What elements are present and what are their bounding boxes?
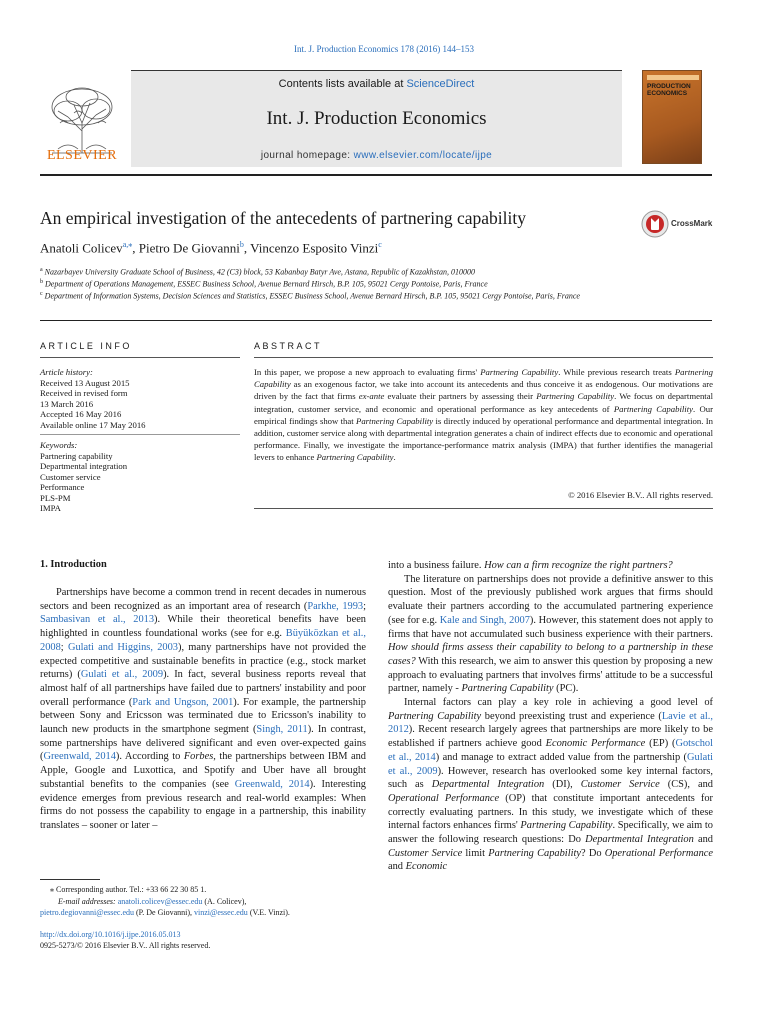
crossmark-icon [641,210,669,238]
section-rule [40,320,712,321]
cover-strip [647,75,699,80]
paragraph: The literature on partnerships does not provide a definitive answer to this question. Most of the previously published work argues that firms should evaluate their partners according to the accumulated partnering experience (see for e.g. Kale and Singh, 2007). However, this statement does not apply to firms that have not accumulated such business experience with their partners. How should firms assess their capability to belong to a partnership in these cases? With this research, we aim to answer this question by proposing a new approach to evaluating partners that involves firms' attitude to be a successful partner, namely - Partnering Capability (PC). [388,573,714,695]
author-name: Pietro De Giovanni [138,240,240,256]
keyword: Performance [40,482,85,492]
email-link[interactable]: anatoli.colicev@essec.edu [117,897,203,906]
homepage-link[interactable]: www.elsevier.com/locate/ijpe [353,150,493,161]
body-column-right [388,559,713,874]
article-history [40,367,240,430]
crossmark-button[interactable] [641,210,713,240]
author-list: Anatoli Colicev$^{a,⁎}$, Pietro De Giovanni$^b$, Vincenzo Esposito Vinzi$^c$ [40,240,382,256]
contents-prefix: Contents lists available at [278,78,404,90]
author-affiliation-link[interactable]: c [378,240,382,249]
affiliation: $^a$ Nazarbayev University Graduate School of Business, 42 (C3) block, 53 Kabanbay Batyr Ave, Astana, Republic of Kazakhstan, 010000 [40,267,475,277]
citation-link[interactable]: Parkhe, 1993 [307,600,364,612]
paragraph: Internal factors can play a key role in achieving a good level of Partnering Capability beyond preexisting trust and experience (Lavie et al., 2012). Recent research largely agrees that partnerships are more likely to be established if partners achieve good Economic Performance (EP) (Gotschol et al., 2014) and manage to extract added value from the partnership (Gulati et al., 2009). However, research has overlooked some key internal factors, such as Departmental Integration (DI), Customer Service (CS), and Operational Performance (OP) that constitute important antecedents for correctly evaluating partners. In this study, we investigate which of these internal factors enhances firms' Partnering Capability. Specifically, we aim to answer the following research questions: Do Departmental Integration and Customer Service limit Partnering Capability? Do Operational Performance and Economic [388,697,714,873]
email-link[interactable]: vinzi@essec.edu [194,908,248,917]
citation-link[interactable]: Sambasivan et al., 2013 [40,614,155,626]
crossmark-label: CrossMark [671,219,713,228]
contents-line [131,78,622,90]
section-heading-introduction: 1. Introduction [40,559,107,570]
body-column-left [40,586,366,833]
citation-link[interactable]: Park and Ungson, 2001 [132,696,234,708]
email-line: pietro.degiovanni@essec.edu (P. De Giovanni), vinzi@essec.edu (V.E. Vinzi). [40,908,290,917]
keyword: Customer service [40,471,101,482]
history-item: Received in revised form [40,388,128,398]
keyword: Partnering capability [40,450,113,461]
abstract-bottom-rule [254,508,713,509]
journal-cover[interactable] [642,70,702,164]
affiliation: $^b$ Department of Operations Management, ESSEC Business School, Avenue Bernard Hirsch, B.P. 105, 95021 Cergy Pontoise, Paris, France [40,279,488,289]
corresponding-author-note: ⁎ Corresponding author. Tel.: +33 66 22 30 85 1. [50,885,207,894]
abstract-text: In this paper, we propose a new approach to evaluating firms' Partnering Capability. While previous research treats Partnering Capability as an exogenous factor, we take into account its antecedents and thus conceive it as endogenous. Our motivations are driven by the fact that firms ex-ante evaluate their partners by assessing their Partnering Capability. We focus on departmental integration, customer service, and economic and operational performance as key antecedents of Partnering Capability. Our empirical findings show that Partnering Capability is directly induced by operational performance and departmental integration. In addition, customer service along with departmental integration generates a chain of indirect effects due to economic and operational performance. Finally, we investigate the importance-performance matrix analysis (IMPA) that further identifies the managerial levers to enhance Partnering Capability. [254,367,714,463]
elsevier-wordmark: ELSEVIER [46,148,118,163]
author-affiliation-link[interactable]: b [239,240,244,249]
affiliation: $^c$ Department of Information Systems, Decision Sciences and Statistics, ESSEC Business School, Avenue Bernard Hirsch, B.P. 105, 95021 Cergy Pontoise, Paris, France [40,291,580,301]
citation-link[interactable]: Greenwald, 2014 [43,751,116,763]
article-info-heading: ARTICLE INFO [40,341,132,351]
abstract-copyright: © 2016 Elsevier B.V.. All rights reserved. [568,490,713,500]
issn-line: 0925-5273/© 2016 Elsevier B.V.. All rights reserved. [40,941,211,950]
doi-link[interactable]: http://dx.doi.org/10.1016/j.ijpe.2016.05.013 [40,930,181,939]
paragraph: into a business failure. How can a firm recognize the right partners? [388,560,673,571]
citation-link[interactable]: Gotschol et al., 2014 [388,738,713,763]
citation-link[interactable]: Gulati et al., 2009 [388,751,713,777]
email-link[interactable]: pietro.degiovanni@essec.edu [40,908,135,917]
citation-link[interactable]: Gulati and Higgins, 2003 [67,641,178,653]
author-name: Vincenzo Esposito Vinzi [250,240,379,256]
homepage-prefix: journal homepage: [260,150,351,161]
info-rule [40,434,240,435]
history-item: 13 March 2016 [40,398,94,409]
footnote-rule [40,879,100,880]
keyword: IMPA [40,503,61,513]
citation-link[interactable]: Lavie et al., 2012 [388,710,713,736]
citation-link[interactable]: Gulati et al., 2009 [80,669,164,681]
keywords-label: Keywords: [40,440,78,450]
email-line: E-mail addresses: anatoli.colicev@essec.edu (A. Colicev), [58,897,247,906]
keyword: PLS-PM [40,492,71,503]
cover-title: PRODUCTION ECONOMICS [647,83,691,97]
history-item: Available online 17 May 2016 [40,419,146,430]
journal-homepage [131,150,622,161]
paragraph: Partnerships have become a common trend in recent decades in numerous sectors and been recognized as an important area of research (Parkhe, 1993; Sambasivan et al., 2013). While their theoretical benefits have been highlighted in countless foundational works (see for e.g. Büyüközkan et al., 2008; Gulati and Higgins, 2003), many partnerships have not provided the expected competitive and sustainable benefits in practice (e.g., stock market returns) (Gulati et al., 2009). In fact, several business reports reveal that almost half of all partnerships have failed due to partners' instability and poor overall performance (Park and Ungson, 2001). For example, the partnership between Sony and Ericsson was terminated due to Ericsson's inability to launch new products in the smartphone segment (Singh, 2011). In contrast, some partnerships have delivered significant and even over-expected gains (Greenwald, 2014). According to Forbes, the partnerships between IBM and Apple, Google and Luxottica, and Spotify and Uber have all brought substantial benefits to the companies (see Greenwald, 2014). Interesting evidence emerges from previous research and real-world examples: When firms do not possess the capability to engage in a partnership, this inability translates – sooner or later – [40,587,367,831]
header-rule [40,174,712,176]
abstract-heading: ABSTRACT [254,341,323,351]
journal-reference[interactable]: Int. J. Production Economics 178 (2016) 144–153 [294,44,474,54]
author-name: Anatoli Colicev [40,240,123,256]
author-affiliation-link[interactable]: a,⁎ [122,240,133,249]
keyword: Departmental integration [40,461,128,471]
history-label: Article history: [40,367,93,377]
journal-title: Int. J. Production Economics [266,108,487,129]
email-label: E-mail addresses: [58,897,116,906]
article-title: An empirical investigation of the antecedents of partnering capability [40,208,526,228]
sciencedirect-link[interactable]: ScienceDirect [406,78,475,90]
history-item: Received 13 August 2015 [40,377,130,388]
citation-link[interactable]: Büyüközkan et al., 2008 [40,628,366,653]
citation-link[interactable]: Singh, 2011 [256,724,308,736]
keywords [40,440,240,514]
abstract-rule [254,357,713,358]
citation-link[interactable]: Kale and Singh, 2007 [439,614,530,626]
citation-link[interactable]: Greenwald, 2014 [234,778,310,790]
doi-block [40,929,210,951]
info-rule [40,357,240,358]
history-item: Accepted 16 May 2016 [40,409,122,419]
